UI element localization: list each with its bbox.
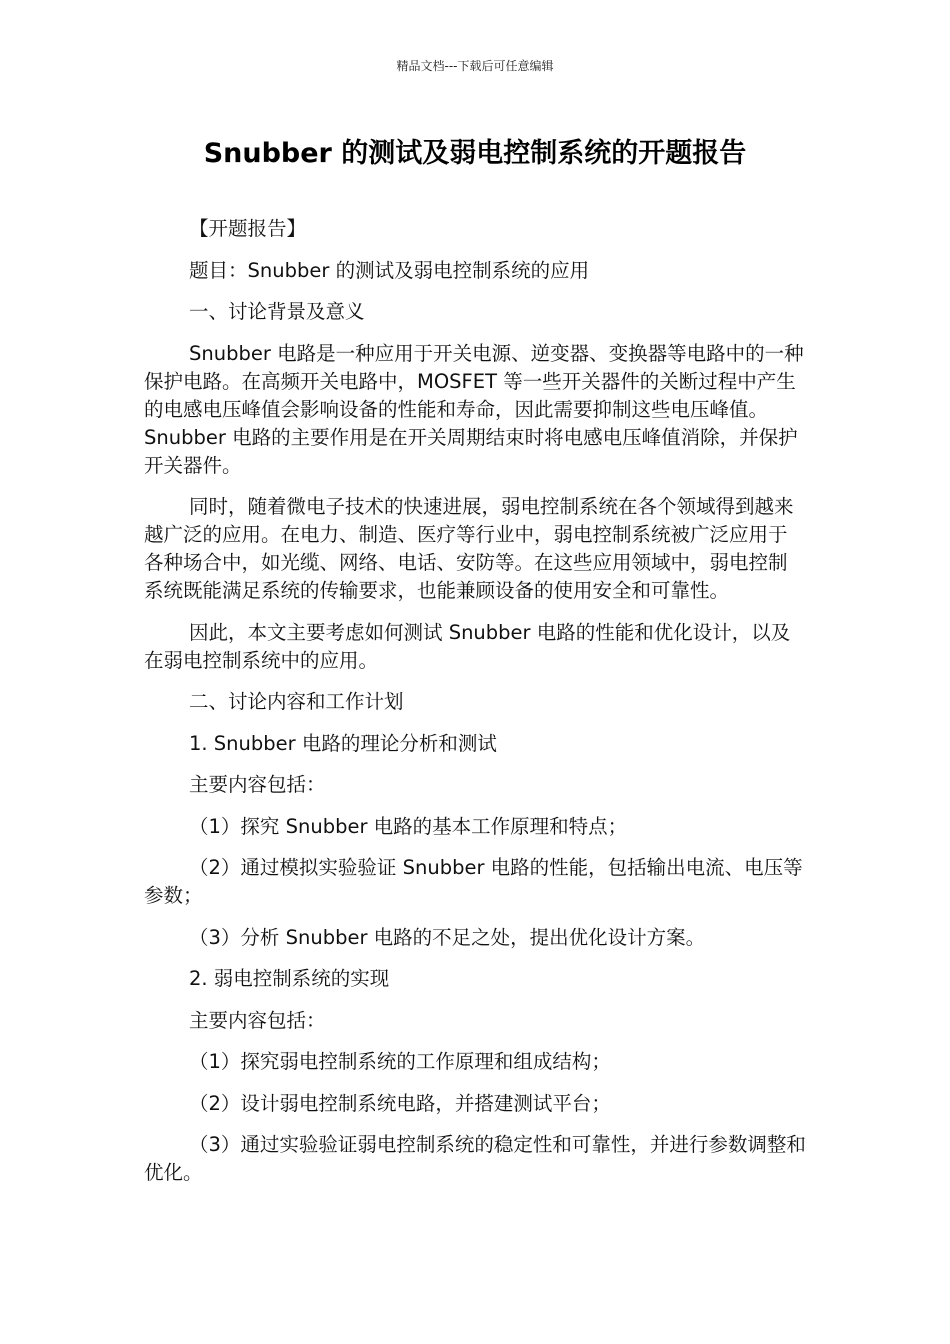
list-item: （3）分析 Snubber 电路的不足之处，提出优化设计方案。	[189, 925, 706, 949]
body-paragraph: Snubber 电路是一种应用于开关电源、逆变器、变换器等电路中的一种保护电路。在高频开关电路中，MOSFET 等一些开关器件的关断过程中产生的电感电压峰值会影响设备的性能和寿命，因此需要抑制这些电压峰值。Snubber 电路的主要作用是在开关周期结束时将电感电压峰值消除，并保护开关器件。	[144, 341, 804, 477]
list-intro: 主要内容包括：	[189, 1008, 326, 1032]
list-item: （1）探究弱电控制系统的工作原理和组成结构；	[189, 1050, 611, 1073]
subsection-heading: 2. 弱电控制系统的实现	[189, 967, 390, 990]
list-item: （1）探究 Snubber 电路的基本工作原理和特点；	[189, 814, 628, 838]
header-note: 精品文档---下载后可任意编辑	[396, 59, 554, 73]
section-label: 【开题报告】	[189, 217, 307, 240]
list-intro: 主要内容包括：	[189, 773, 326, 796]
document-body	[144, 215, 806, 1201]
section-heading-background: 一、讨论背景及意义	[189, 300, 365, 323]
document-title: Snubber 的测试及弱电控制系统的开题报告	[203, 138, 747, 169]
list-item: （2）通过模拟实验验证 Snubber 电路的性能，包括输出电流、电压等参数；	[144, 856, 803, 907]
list-item: （2）设计弱电控制系统电路，并搭建测试平台；	[189, 1091, 611, 1115]
section-heading-content: 二、讨论内容和工作计划	[189, 690, 404, 713]
list-item: （3）通过实验验证弱电控制系统的稳定性和可靠性，并进行参数调整和优化。	[144, 1133, 806, 1184]
body-paragraph: 同时，随着微电子技术的快速进展，弱电控制系统在各个领域得到越来越广泛的应用。在电力、制造、医疗等行业中，弱电控制系统被广泛应用于各种场合中，如光缆、网络、电话、安防等。在这些应用领域中，弱电控制系统既能满足系统的传输要求，也能兼顾设备的使用安全和可靠性。	[144, 495, 794, 602]
body-paragraph: 因此，本文主要考虑如何测试 Snubber 电路的性能和优化设计，以及在弱电控制系统中的应用。	[144, 620, 791, 672]
topic-line: 题目：Snubber 的测试及弱电控制系统的应用	[189, 258, 590, 282]
subsection-heading: 1. Snubber 电路的理论分析和测试	[189, 731, 497, 755]
